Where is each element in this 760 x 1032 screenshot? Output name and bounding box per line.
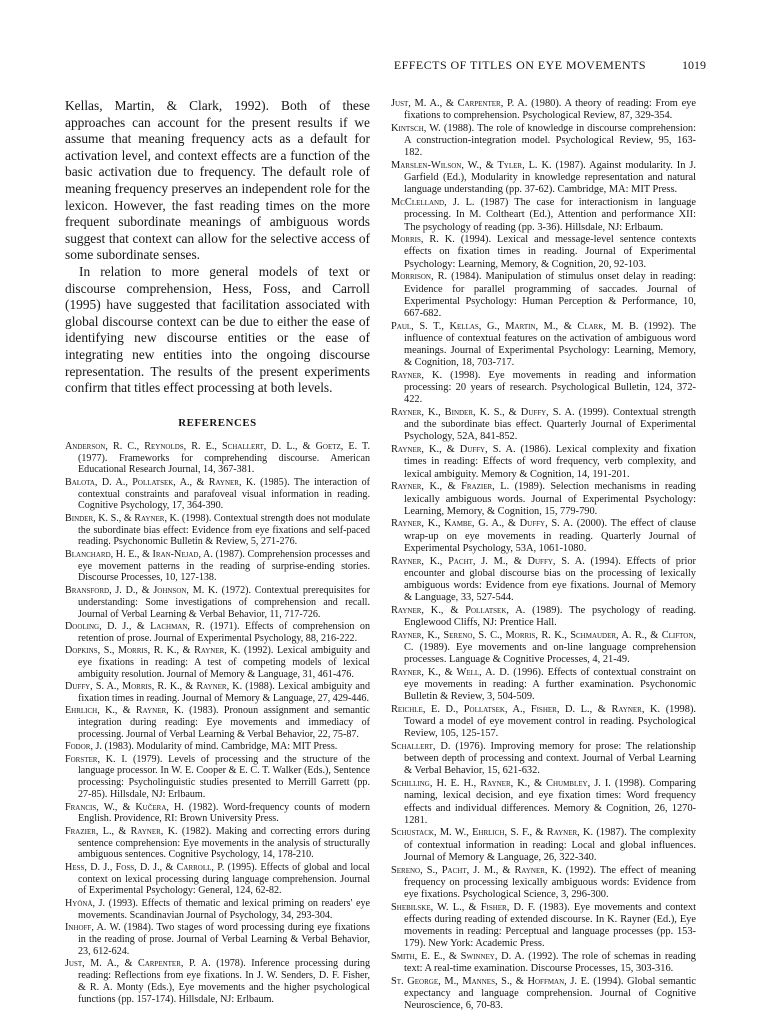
reference-authors: St. George, M., Mannes, S., & Hoffman, J. E. [391, 975, 590, 987]
reference-entry [65, 958, 370, 1005]
reference-details: (1992). The effect of meaning frequency on processing lexically ambiguous words: Evidence from eye fixations. Psychological Science, 3, 296-300. [404, 864, 696, 900]
reference-entry [65, 826, 370, 862]
reference-authors: Smith, E. E., & Swinney, D. A. [391, 951, 525, 963]
reference-entry [391, 444, 696, 481]
reference-details: (1982). Making and correcting errors during sentence comprehension: Eye movements in the analysis of structurally ambiguous sentences. Cognitive Psychology, 14, 178-210. [78, 825, 371, 861]
reference-entry [65, 705, 370, 741]
running-title: EFFECTS OF TITLES ON EYE MOVEMENTS [393, 58, 646, 72]
reference-entry [391, 321, 696, 370]
reference-entry [65, 922, 370, 958]
reference-authors: Hyönä, J. [65, 897, 106, 909]
reference-details: (1972). Contextual prerequisites for understanding: Some investigations of comprehension and recall. Journal of Verbal Learning & Verbal Behavior, 11, 717-726. [78, 584, 370, 620]
reference-entry [391, 865, 696, 902]
reference-entry [391, 827, 696, 864]
reference-details: (1992). The role of schemas in reading text: A real-time examination. Discourse Processes, 15, 303-316. [404, 951, 696, 975]
reference-authors: Blanchard, H. E., & Iran-Nejad, A. [65, 548, 213, 560]
reference-authors: Morrison, R. [391, 271, 448, 283]
reference-authors: Balota, D. A., Pollatsek, A., & Rayner, K. [65, 476, 256, 488]
reference-details: (1994). Effects of prior encounter and global discourse bias on the processing of lexically ambiguous words: Evidence from eye fixations. Journal of Memory & Language, 33, 527-544. [404, 555, 697, 604]
reference-authors: Marslen-Wilson, W., & Tyler, L. K. [391, 160, 552, 172]
reference-entry [65, 441, 370, 477]
reference-details: (1986). Lexical complexity and fixation times in reading: Effects of word frequency, verb complexity, and lexical ambiguity. Memory & Cognition, 14, 191-201. [404, 444, 696, 480]
reference-details: (1979). Levels of processing and the structure of the language processor. In W. E. Cooper & E. C. T. Walker (Eds.), Sentence processing: Psycholinguistic studies presented to Merrill Garrett (pp. 27-85). Hillsdale, NJ: Erlbaum. [78, 753, 370, 801]
reference-entry [391, 605, 696, 629]
reference-authors: Fodor, J. [65, 741, 102, 753]
reference-entry [391, 902, 696, 951]
reference-entry [391, 407, 696, 444]
reference-details: (1983). Modularity of mind. Cambridge, MA: MIT Press. [101, 741, 338, 753]
page-number: 1019 [682, 58, 706, 72]
reference-entry [391, 160, 696, 197]
reference-authors: Anderson, R. C., Reynolds, R. E., Schallert, D. L., & Goetz, E. T. [65, 440, 370, 452]
reference-details: (1989). The psychology of reading. Englewood Cliffs, NJ: Prentice Hall. [404, 604, 696, 629]
reference-authors: Paul, S. T., Kellas, G., Martin, M., & Clark, M. B. [391, 320, 639, 332]
reference-entry [65, 754, 370, 801]
reference-authors: Dooling, D. J., & Lachman, R. [65, 620, 205, 632]
reference-details: (1985). The interaction of contextual constraints and parafoveal visual information in reading. Cognitive Psychology, 17, 364-390. [78, 476, 371, 512]
reference-list-left [65, 441, 370, 1006]
reference-authors: Schilling, H. E. H., Rayner, K., & Chumbley, J. I. [391, 778, 611, 790]
reference-entry [391, 976, 696, 1013]
reference-entry [65, 585, 370, 621]
reference-authors: Hess, D. J., Foss, D. J., & Carroll, P. [65, 861, 225, 873]
reference-details: (1992). The influence of contextual features on the activation of ambiguous word meanings. Journal of Experimental Psychology: Learning, Memory, & Cognition, 18, 703-717. [404, 320, 696, 369]
reference-entry [391, 518, 696, 555]
reference-authors: McClelland, J. L. [391, 197, 475, 209]
reference-entry [391, 481, 696, 518]
body-text [65, 98, 370, 397]
reference-authors: Ehrlich, K., & Rayner, K. [65, 705, 184, 717]
reference-entry [65, 741, 370, 753]
reference-entry [391, 556, 696, 605]
reference-authors: Rayner, K., Kambe, G. A., & Duffy, S. A. [391, 518, 574, 530]
reference-authors: Schustack, M. W., Ehrlich, S. F., & Rayner, K. [391, 827, 594, 839]
reference-details: (1980). A theory of reading: From eye fixations to comprehension. Psychological Review, 87, 329-354. [404, 98, 696, 122]
reference-entry [65, 898, 370, 922]
reference-entry [65, 802, 370, 826]
reference-details: (1989). Selection mechanisms in reading lexically ambiguous words. Journal of Experimental Psychology: Learning, Memory, & Cognition, 15, 779-790. [404, 481, 697, 517]
reference-details: (1995). Effects of global and local context on lexical processing during language comprehension. Journal of Experimental Psychology: General, 124, 62-82. [78, 861, 370, 897]
reference-authors: Rayner, K., & Frazier, L. [391, 481, 510, 493]
reference-entry [391, 630, 696, 667]
running-header [60, 58, 706, 74]
reference-entry [65, 681, 370, 705]
reference-details: (1993). Effects of thematic and lexical priming on readers' eye movements. Scandinavian Journal of Psychology, 34, 293-304. [78, 897, 370, 921]
reference-authors: Bransford, J. D., & Johnson, M. K. [65, 584, 218, 596]
reference-entry [391, 951, 696, 975]
reference-details: (1994). Global semantic expectancy and language comprehension. Journal of Cognitive Neuroscience, 6, 70-83. [404, 975, 696, 1012]
reference-details: (1998). Toward a model of eye movement control in reading. Psychological Review, 105, 125-157. [404, 703, 696, 740]
reference-entry [65, 645, 370, 681]
right-column [391, 98, 696, 1013]
reference-authors: Rayner, K., & Pollatsek, A. [391, 604, 526, 616]
reference-authors: Rayner, K., Sereno, S. C., Morris, R. K., Schmauder, A. R., & Clifton, C. [391, 629, 696, 653]
reference-entry [391, 98, 696, 122]
reference-details: (1984). Two stages of word processing during eye fixations in the reading of prose. Journal of Verbal Learning & Verbal Behavior, 23, 612-624. [78, 921, 370, 957]
reference-details: (1987). The complexity of contextual information in reading: Local and global influences. Journal of Memory & Language, 26, 322-340. [404, 827, 696, 863]
reference-authors: Forster, K. I. [65, 753, 128, 765]
reference-details: (1976). Improving memory for prose: The relationship between depth of processing and context. Journal of Verbal Learning & Verbal Behavior, 15, 621-632. [404, 741, 696, 777]
reference-authors: Just, M. A., & Carpenter, P. A. [65, 957, 211, 969]
reference-details: (1987). Against modularity. In J. Garfield (Ed.), Modularity in knowledge representation and natural language understanding (pp. 37-62). Cambridge, MA: MIT Press. [404, 160, 696, 196]
reference-authors: Rayner, K., Pacht, J. M., & Duffy, S. A. [391, 555, 585, 567]
reference-details: (1983). Pronoun assignment and semantic integration during reading: Eye movements and immediacy of processing. Journal of Verbal Learning & Verbal Behavior, 22, 75-87. [78, 705, 370, 740]
reference-details: (2000). The effect of clause wrap-up on eye movements in reading. Quarterly Journal of Experimental Psychology, 53A, 1061-1080. [404, 518, 697, 554]
references-heading: REFERENCES [178, 416, 257, 429]
reference-details: (1989). Eye movements and on-line language comprehension processes. Language & Cognitive Processes, 4, 21-49. [404, 641, 696, 666]
reference-authors: Frazier, L., & Rayner, K. [65, 825, 178, 837]
reference-authors: Dopkins, S., Morris, R. K., & Rayner, K. [65, 645, 241, 657]
reference-entry [65, 513, 370, 549]
reference-authors: Just, M. A., & Carpenter, P. A. [391, 98, 528, 109]
reference-details: (1971). Effects of comprehension on retention of prose. Journal of Experimental Psychology, 88, 216-222. [78, 620, 370, 644]
reference-details: (1977). Frameworks for comprehending discourse. American Educational Research Journal, 14, 367-381. [78, 452, 370, 476]
reference-details: (1987). Comprehension processes and eye movement patterns in the reading of surprise-ending stories. Discourse Processes, 10, 127-138. [78, 548, 370, 584]
reference-authors: Rayner, K., Binder, K. S., & Duffy, S. A. [391, 407, 575, 419]
reference-details: (1988). Lexical ambiguity and fixation times in reading. Journal of Memory & Language, 27, 429-446. [78, 681, 370, 704]
reference-authors: Shebilske, W. L., & Fisher, D. F. [391, 901, 536, 913]
reference-authors: Rayner, K., & Well, A. D. [391, 666, 510, 678]
reference-authors: Rayner, K., & Duffy, S. A. [391, 444, 516, 456]
reference-authors: Sereno, S., Pacht, J. M., & Rayner, K. [391, 864, 562, 876]
reference-details: (1996). Effects of contextual constraint on eye movements in reading: A further examination. Psychonomic Bulletin & Review, 3, 504-509. [404, 666, 696, 703]
reference-entry [391, 123, 696, 160]
reference-entry [65, 862, 370, 898]
body-paragraph: In relation to more general models of text or discourse comprehension, Hess, Foss, and Carroll (1995) have suggested that facilitation associated with global discourse context can be due to either the ease of identifying new discourse entities or the ease of integrating new entities into the ongoing discourse representation. The results of the present experiments confirm that titles effect processing at both levels. [65, 263, 370, 396]
reference-details: (1987) The case for interactionism in language processing. In M. Coltheart (Ed.), Attention and performance XII: The psychology of reading (pp. 3-36). Hillsdale, NJ: Erlbaum. [404, 197, 696, 233]
reference-list-right [391, 98, 696, 1013]
reference-details: (1994). Lexical and message-level sentence contexts effects on fixation times in reading. Journal of Experimental Psychology: Learning, Memory, & Cognition, 20, 92-103. [404, 234, 696, 270]
reference-details: (1982). Word-frequency counts of modern English. Providence, RI: Brown University Press. [78, 801, 370, 825]
reference-details: (1998). Contextual strength does not modulate the subordinate bias effect: Evidence from eye fixations and self-paced reading. Psychonomic Bulletin & Review, 5, 271-276. [78, 512, 370, 548]
reference-authors: Inhoff, A. W. [65, 921, 121, 933]
reference-entry [391, 778, 696, 827]
reference-authors: Kintsch, W. [391, 122, 441, 134]
reference-details: (1983). Eye movements and context effects during reading of extended discourse. In K. Rayner (Ed.), Eye movements in reading: Perceptual and language processes (pp. 153-179). New York: Academic Press. [404, 901, 696, 950]
reference-entry [391, 704, 696, 741]
reference-authors: Morris, R. K. [391, 234, 455, 246]
left-column [65, 98, 370, 1006]
reference-entry [391, 667, 696, 704]
reference-entry [391, 234, 696, 271]
reference-entry [391, 741, 696, 778]
reference-entry [65, 621, 370, 645]
reference-details: (1978). Inference processing during reading: Reflections from eye fixations. In J. W. Senders, D. F. Fisher, & R. A. Monty (Eds.), Eye movements and the higher psychological functions (pp. 157-174). Hillsdale, NJ: Erlbaum. [78, 957, 370, 1005]
reference-details: (1998). Eye movements in reading and information processing: 20 years of research. Psychological Bulletin, 124, 372-422. [404, 369, 697, 406]
reference-authors: Reichle, E. D., Pollatsek, A., Fisher, D. L., & Rayner, K. [391, 703, 661, 715]
reference-details: (1999). Contextual strength and the subordinate bias effect. Quarterly Journal of Experimental Psychology, 52A, 841-852. [404, 407, 696, 443]
reference-entry [65, 549, 370, 585]
reference-authors: Rayner, K. [391, 369, 443, 381]
reference-entry [391, 197, 696, 234]
reference-authors: Francis, W., & Kučera, H. [65, 801, 184, 813]
reference-entry [65, 477, 370, 513]
reference-details: (1984). Manipulation of stimulus onset delay in reading: Evidence for parallel programming of saccades. Journal of Experimental Psychology: Human Perception & Performance, 10, 667-682. [404, 271, 696, 319]
reference-details: (1992). Lexical ambiguity and eye fixations in reading: A test of competing models of lexical ambiguity resolution. Journal of Memory & Language, 31, 461-476. [78, 645, 371, 680]
reference-authors: Binder, K. S., & Rayner, K. [65, 512, 180, 524]
reference-details: (1988). The role of knowledge in discourse comprehension: A construction-integration model. Psychological Review, 95, 163-182. [404, 122, 697, 159]
reference-entry [391, 271, 696, 320]
body-paragraph: Kellas, Martin, & Clark, 1992). Both of these approaches can account for the present results if we assume that meaning frequency acts as a default for activation level, and context effects are a function of the basic activation due to frequency. The default role of meaning frequency preserves an independent role for the lexicon. However, the fast reading times on the more frequent subordinate meanings of ambiguous words suggest that context can allow for the selective access of some subordinate senses. [65, 98, 370, 263]
reference-authors: Duffy, S. A., Morris, R. K., & Rayner, K. [65, 681, 243, 693]
reference-details: (1998). Comparing naming, lexical decision, and eye fixation times: Word frequency effects and individual differences. Memory & Cognition, 26, 1270-1281. [404, 778, 697, 826]
reference-entry [391, 370, 696, 407]
reference-authors: Schallert, D. [391, 741, 451, 753]
